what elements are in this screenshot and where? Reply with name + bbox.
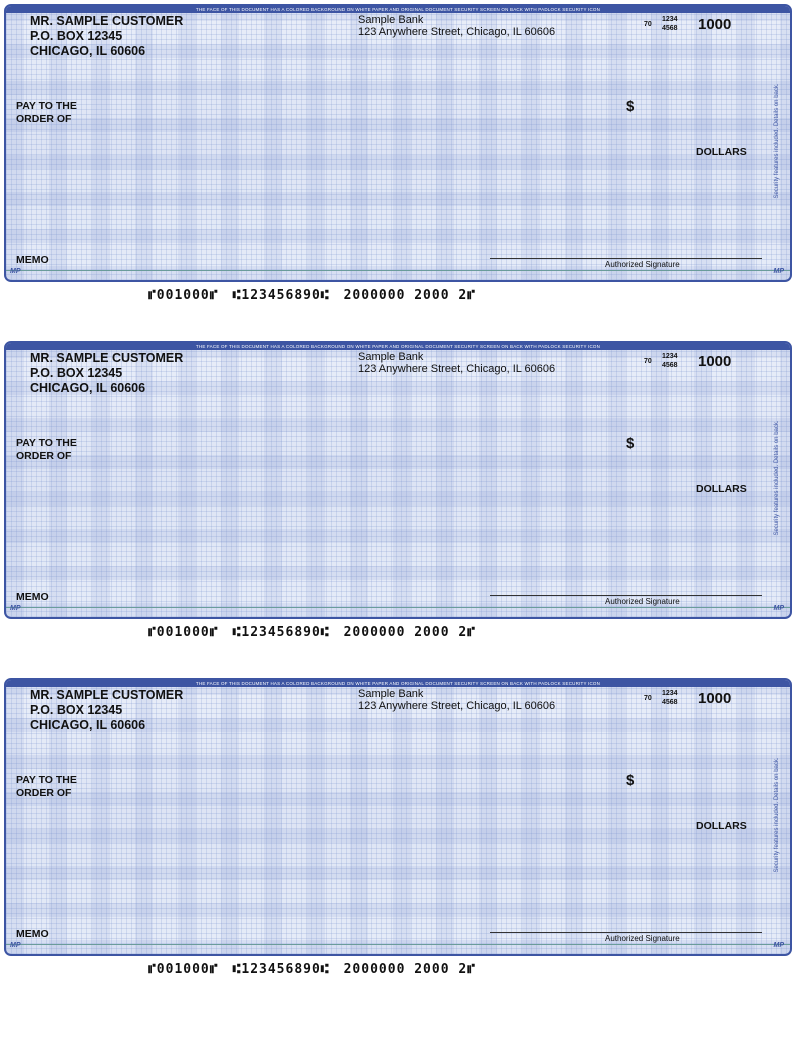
mp-logo-right: MP [773, 605, 784, 612]
memo-label: MEMO [16, 254, 49, 266]
order-of-label: ORDER OF [16, 787, 72, 799]
micr-routing: ⑆123456890⑆ [232, 625, 330, 640]
fraction-left: 70 [644, 695, 652, 702]
mp-logo-left: MP [10, 605, 21, 612]
micr-check-number: ⑈001000⑈ [148, 288, 219, 303]
signature-line [490, 258, 762, 259]
micr-account: 2000000 2000 2⑈ [343, 962, 476, 977]
bottom-rule [6, 944, 790, 945]
fraction-top: 1234 [662, 690, 678, 697]
fraction-top: 1234 [662, 16, 678, 23]
bank-address: 123 Anywhere Street, Chicago, IL 60606 [358, 700, 556, 712]
mp-logo-right: MP [773, 268, 784, 275]
bank-name: Sample Bank [358, 688, 424, 700]
dollars-label: DOLLARS [696, 820, 747, 832]
check-face [4, 4, 792, 282]
security-side-text: Security features included. Details on back. [774, 83, 780, 199]
check-number: 1000 [698, 690, 732, 707]
fraction-bottom: 4568 [662, 362, 678, 369]
micr-routing: ⑆123456890⑆ [232, 288, 330, 303]
memo-label: MEMO [16, 928, 49, 940]
fraction-bottom: 4568 [662, 699, 678, 706]
customer-city: CHICAGO, IL 60606 [30, 381, 146, 395]
fraction-left: 70 [644, 358, 652, 365]
dollar-sign: $ [626, 772, 635, 789]
pay-to-label: PAY TO THE [16, 100, 77, 112]
bottom-rule [6, 270, 790, 271]
pay-to-label: PAY TO THE [16, 774, 77, 786]
security-band: THE FACE OF THIS DOCUMENT HAS A COLORED BACKGROUND ON WHITE PAPER AND ORIGINAL DOCUMENT SECURITY SCREEN ON BACK WITH PADLOCK SECURITY ICON [6, 680, 790, 687]
customer-address: P.O. BOX 12345 [30, 703, 123, 717]
check-3 [0, 674, 800, 994]
check-face [4, 341, 792, 619]
signature-label: Authorized Signature [605, 260, 680, 269]
dollar-sign: $ [626, 98, 635, 115]
customer-name: MR. SAMPLE CUSTOMER [30, 14, 184, 28]
dollars-label: DOLLARS [696, 146, 747, 158]
fraction-top: 1234 [662, 353, 678, 360]
bank-name: Sample Bank [358, 351, 424, 363]
micr-line [148, 962, 490, 977]
mp-logo-left: MP [10, 942, 21, 949]
customer-city: CHICAGO, IL 60606 [30, 44, 146, 58]
security-side-text: Security features included. Details on back. [774, 757, 780, 873]
signature-line [490, 932, 762, 933]
pay-to-label: PAY TO THE [16, 437, 77, 449]
signature-line [490, 595, 762, 596]
customer-address: P.O. BOX 12345 [30, 29, 123, 43]
mp-logo-left: MP [10, 268, 21, 275]
micr-routing: ⑆123456890⑆ [232, 962, 330, 977]
fraction-bottom: 4568 [662, 25, 678, 32]
micr-check-number: ⑈001000⑈ [148, 962, 219, 977]
check-face [4, 678, 792, 956]
dollars-label: DOLLARS [696, 483, 747, 495]
order-of-label: ORDER OF [16, 113, 72, 125]
micr-line [148, 625, 490, 640]
check-number: 1000 [698, 16, 732, 33]
mp-logo-right: MP [773, 942, 784, 949]
micr-account: 2000000 2000 2⑈ [343, 625, 476, 640]
micr-check-number: ⑈001000⑈ [148, 625, 219, 640]
customer-address: P.O. BOX 12345 [30, 366, 123, 380]
signature-label: Authorized Signature [605, 597, 680, 606]
check-number: 1000 [698, 353, 732, 370]
fraction-left: 70 [644, 21, 652, 28]
signature-label: Authorized Signature [605, 934, 680, 943]
dollar-sign: $ [626, 435, 635, 452]
check-2 [0, 337, 800, 657]
memo-label: MEMO [16, 591, 49, 603]
customer-name: MR. SAMPLE CUSTOMER [30, 688, 184, 702]
bottom-rule [6, 607, 790, 608]
micr-account: 2000000 2000 2⑈ [343, 288, 476, 303]
bank-address: 123 Anywhere Street, Chicago, IL 60606 [358, 26, 556, 38]
micr-line [148, 288, 490, 303]
security-band: THE FACE OF THIS DOCUMENT HAS A COLORED BACKGROUND ON WHITE PAPER AND ORIGINAL DOCUMENT SECURITY SCREEN ON BACK WITH PADLOCK SECURITY ICON [6, 343, 790, 350]
check-1 [0, 0, 800, 320]
bank-name: Sample Bank [358, 14, 424, 26]
security-band: THE FACE OF THIS DOCUMENT HAS A COLORED BACKGROUND ON WHITE PAPER AND ORIGINAL DOCUMENT SECURITY SCREEN ON BACK WITH PADLOCK SECURITY ICON [6, 6, 790, 13]
order-of-label: ORDER OF [16, 450, 72, 462]
bank-address: 123 Anywhere Street, Chicago, IL 60606 [358, 363, 556, 375]
customer-name: MR. SAMPLE CUSTOMER [30, 351, 184, 365]
customer-city: CHICAGO, IL 60606 [30, 718, 146, 732]
security-side-text: Security features included. Details on back. [774, 420, 780, 536]
